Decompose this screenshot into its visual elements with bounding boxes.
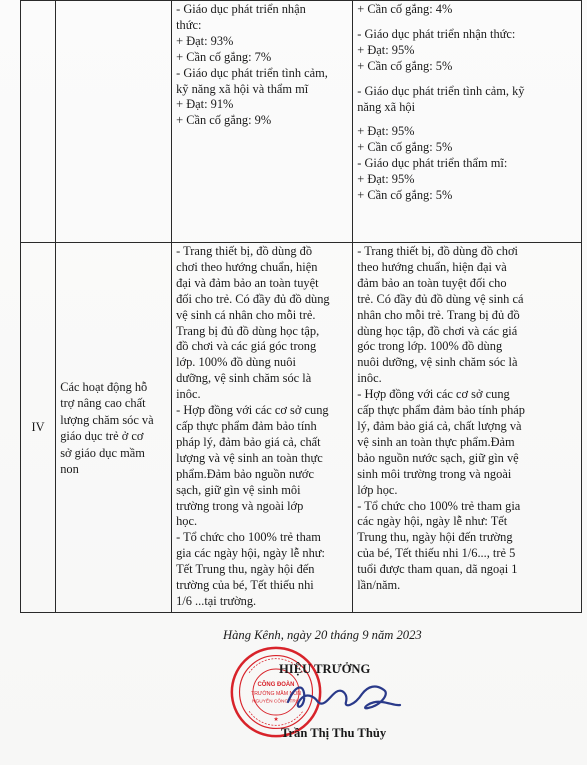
text-line: đối cho trẻ. Có đầy đủ đồ dùng [176, 291, 330, 306]
text-line: + Cần cố gắng: 5% [357, 140, 453, 155]
text-line: + Cần cố gắng: 5% [357, 188, 453, 203]
text-line: + Cần cố gắng: 7% [176, 49, 272, 64]
stt-cell [21, 1, 56, 243]
text-line: thức: [176, 17, 202, 32]
text-line: - Giáo dục phát triển nhận thức: [357, 26, 516, 41]
text-line: Trang bị đủ đồ dùng học tập, [176, 323, 320, 338]
text-line: lý, đảm bảo giá cả, chất lượng và [357, 418, 522, 433]
text-line: - Tổ chức cho 100% trẻ tham gia [357, 498, 521, 513]
text-line: tuổi được tham quan, dã ngoại 1 [357, 562, 518, 577]
content-cell [56, 243, 172, 613]
svg-text:TRƯỜNG MẦM NON: TRƯỜNG MẦM NON [251, 690, 301, 697]
text-line: sạch, giữ gìn vệ sinh môi [176, 482, 301, 497]
text-line: + Cần cố gắng: 5% [357, 58, 453, 73]
result-col-a [172, 1, 353, 243]
text-line: gia các ngày hội, ngày lễ như: [176, 546, 325, 561]
text-line: + Đạt: 93% [176, 33, 234, 48]
text-line: - Hợp đồng với các cơ sở cung [357, 387, 510, 402]
text-line: trẻ. Có đầy đủ đồ dùng vệ sinh cá [357, 291, 524, 306]
text-line: 1/6 ...tại trường. [176, 593, 257, 608]
stt-cell: IV [21, 243, 56, 613]
text-line: - Giáo dục phát triển tình cảm, [176, 65, 328, 80]
text-line: các ngày hội, ngày lễ như: Tết [357, 514, 508, 529]
text-line: inôc. [357, 371, 382, 386]
text-line: + Đạt: 95% [357, 172, 415, 187]
text-line: - Tổ chức cho 100% trẻ tham [176, 530, 321, 545]
result-col-a [172, 243, 353, 613]
svg-text:NGUYỄN CÔNG TRỨ: NGUYỄN CÔNG TRỨ [252, 699, 300, 705]
text-line: lớp. 100% đồ dùng nuôi [176, 355, 296, 370]
place-date: Hàng Kênh, ngày 20 tháng 9 năm 2023 [223, 628, 422, 642]
text-line: trợ nâng cao chất [60, 396, 146, 410]
text-line: Các hoạt động hỗ [60, 379, 148, 394]
text-line: đảm bảo an toàn tuyệt đối cho [357, 275, 507, 290]
content-cell [56, 1, 172, 243]
text-line: - Giáo dục phát triển nhận [176, 2, 306, 16]
text-line: trường trong và ngoài lớp [176, 498, 304, 513]
text-line: Tết Trung thu, ngày hội đến [176, 562, 315, 577]
text-line: lượng và vệ sinh an toàn thực [176, 450, 323, 465]
text-line: chơi theo hướng chuẩn, hiện [176, 259, 318, 274]
report-table [20, 0, 582, 613]
text-line: của bé, Tết thiếu nhi 1/6..., trẻ 5 [357, 546, 516, 561]
text-line: học. [176, 514, 198, 529]
text-line: lớp học. [357, 482, 398, 497]
text-line: cấp thực phẩm đảm bảo tính pháp [357, 403, 525, 418]
text-line: lượng chăm sóc và [60, 412, 154, 427]
text-line: theo hướng chuẩn, hiện đại và [357, 259, 507, 274]
signature-icon [284, 672, 404, 722]
text-line: - Giáo dục phát triển thẩm mĩ: [357, 156, 508, 171]
text-line: vệ sinh cá nhân cho mỗi trẻ. [176, 307, 316, 322]
svg-text:★: ★ [273, 716, 279, 723]
text-line: Trung thu, ngày hội đến trường [357, 530, 513, 545]
text-line: kỹ năng xã hội và thẩm mĩ [176, 81, 309, 96]
text-line: + Đạt: 91% [176, 97, 234, 112]
text-line: sinh môi trường trong và ngoài [357, 466, 512, 481]
result-col-b [353, 1, 582, 243]
text-line: pháp lý, đảm bảo giá cả, chất [176, 434, 321, 449]
text-line: + Cần cố gắng: 4% [357, 2, 453, 16]
table-row [21, 243, 582, 613]
text-line: góc trong lớp. 100% đồ dùng [357, 339, 503, 354]
text-line: cấp thực phẩm đảm bảo tính [176, 418, 317, 433]
text-line: dùng học tập, đồ chơi và các giá [357, 323, 518, 338]
text-line: + Cần cố gắng: 9% [176, 113, 272, 128]
text-line: - Trang thiết bị, đồ dùng đồ [176, 244, 313, 258]
text-line: dưỡng, vệ sinh chăm sóc là [176, 371, 312, 386]
svg-text:CÔNG ĐOÀN: CÔNG ĐOÀN [257, 682, 295, 689]
text-line: vệ sinh an toàn thực phẩm.Đảm [357, 434, 515, 449]
text-line: - Hợp đồng với các cơ sở cung [176, 403, 329, 418]
text-line: + Đạt: 95% [357, 124, 415, 139]
text-line: nuôi dưỡng, vệ sinh chăm sóc là [357, 355, 518, 370]
text-line: lần/năm. [357, 578, 401, 593]
table-row [21, 1, 582, 243]
text-line: inôc. [176, 387, 201, 402]
text-line: năng xã hội [357, 99, 416, 114]
text-line: non [60, 462, 79, 476]
text-line: đồ chơi và các giá góc trong [176, 339, 317, 354]
text-line: - Giáo dục phát triển tình cảm, kỹ [357, 83, 525, 98]
text-line: giáo dục trẻ ở cơ [60, 429, 144, 443]
text-line: - Trang thiết bị, đồ dùng đồ chơi [357, 244, 518, 258]
signature-block [0, 620, 587, 765]
text-line: bảo nguồn nước sạch, giữ gìn vệ [357, 450, 519, 465]
signer-title: HIỆU TRƯỞNG [279, 662, 371, 676]
text-line: nhân cho mỗi trẻ. Trang bị đủ đồ [357, 307, 520, 322]
result-col-b [353, 243, 582, 613]
text-line: sở giáo dục mầm [60, 445, 145, 460]
text-line: đại và đảm bảo an toàn tuyệt [176, 275, 319, 290]
text-line: trường của bé, Tết thiếu nhi [176, 578, 314, 593]
signer-name: Trần Thị Thu Thủy [281, 726, 387, 740]
text-line: + Đạt: 95% [357, 42, 415, 57]
text-line: phẩm.Đảm bảo nguồn nước [176, 466, 314, 481]
